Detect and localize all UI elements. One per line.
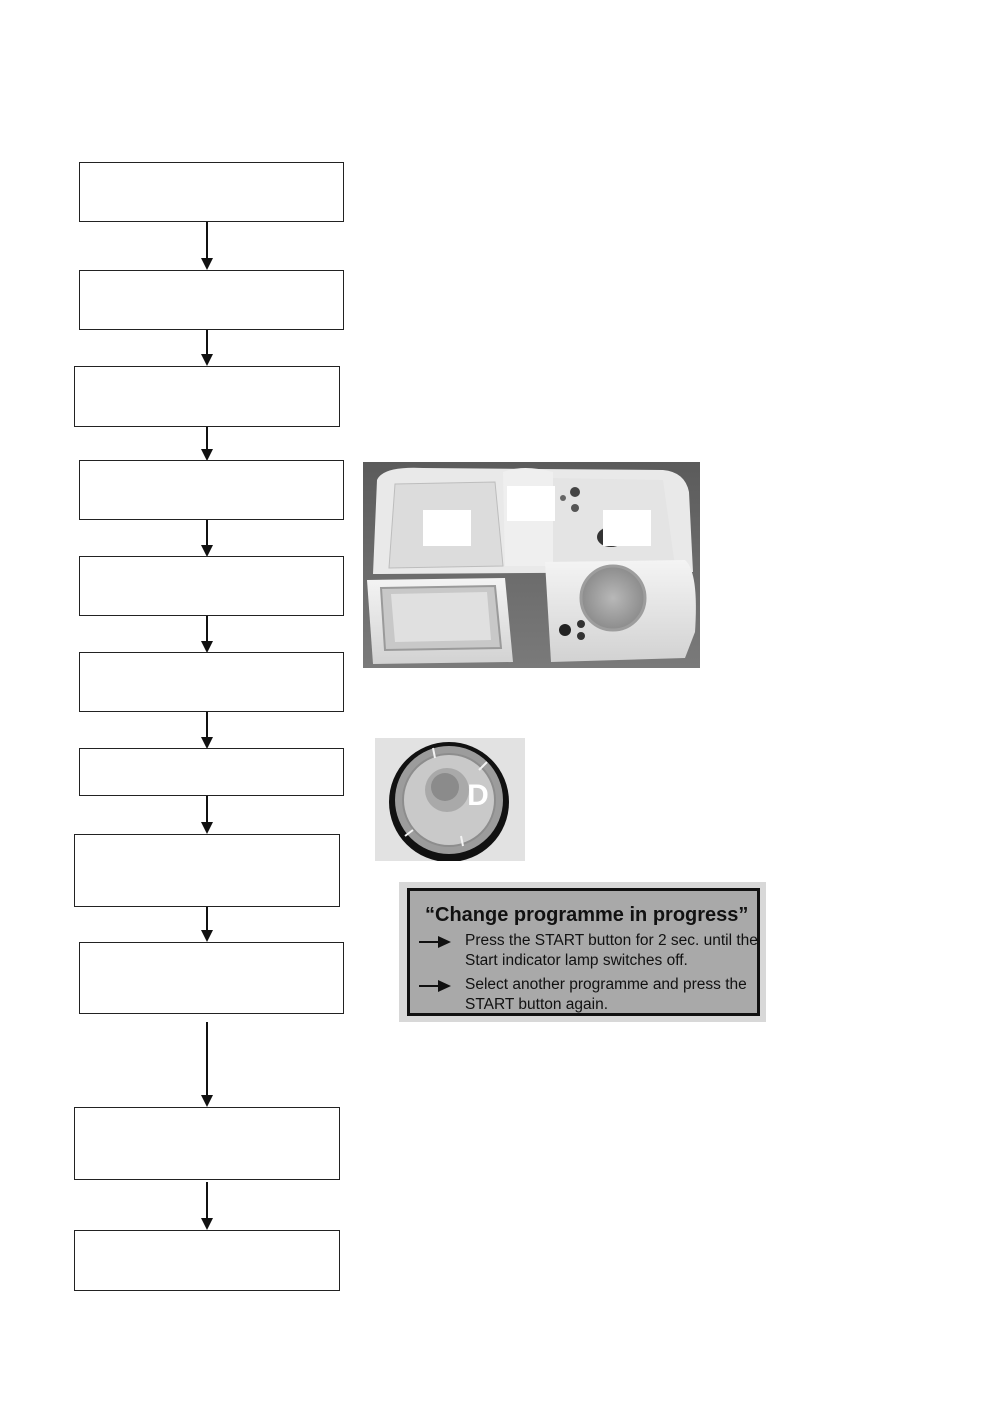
display-step-line: Start indicator lamp switches off. (465, 952, 688, 969)
rinse-aid-cap-marking: D (467, 779, 489, 812)
display-step-line: Press the START button for 2 sec. until the (465, 932, 758, 949)
flow-step-8 (74, 834, 340, 907)
display-step-1 (418, 933, 758, 973)
flow-step-11 (74, 1230, 340, 1291)
flow-step-6 (79, 652, 344, 712)
display-panel (399, 882, 766, 1022)
flow-step-3 (74, 366, 340, 427)
display-step-line: START button again. (465, 996, 609, 1013)
rinse-aid-cap-illustration (375, 738, 525, 861)
arrow-right-icon (418, 933, 454, 951)
detergent-dispenser-illustration (363, 462, 700, 668)
flow-step-2 (79, 270, 344, 330)
flow-step-4 (79, 460, 344, 520)
flow-step-1 (79, 162, 344, 222)
flow-step-9 (79, 942, 344, 1014)
rinse-aid-cap-photo (375, 738, 525, 861)
display-screen (407, 888, 760, 1016)
dispenser-label-box (603, 510, 651, 546)
arrow-right-icon (418, 977, 454, 995)
dispenser-label-box (423, 510, 471, 546)
flow-step-10 (74, 1107, 340, 1180)
flow-step-5 (79, 556, 344, 616)
display-step-2 (418, 977, 758, 1017)
display-step-line: Select another programme and press the (465, 976, 747, 993)
flow-step-7 (79, 748, 344, 796)
display-step-text (465, 931, 765, 971)
detergent-dispenser-photo (363, 462, 700, 668)
display-step-text (465, 975, 765, 1015)
display-title: “Change programme in progress” (425, 904, 749, 926)
dispenser-label-box (507, 486, 555, 521)
